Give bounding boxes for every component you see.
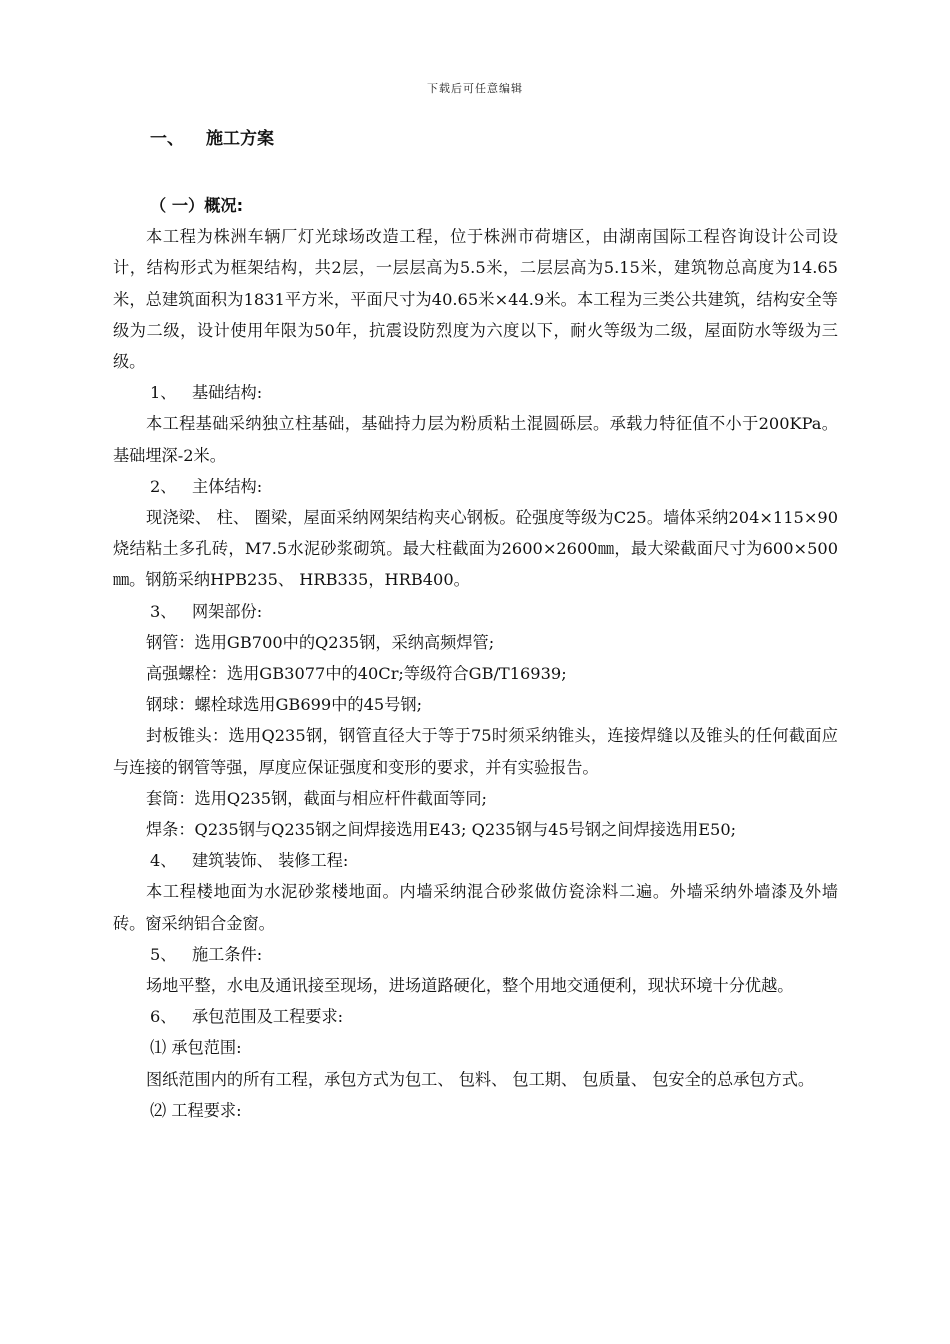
paragraph-bolt: 高强螺栓：选用GB3077中的40Cr;等级符合GB/T16939;: [146, 664, 567, 684]
item-number: 6、: [150, 1007, 177, 1027]
subsection-heading: （ 一）概况:: [150, 196, 244, 215]
paragraph-ball: 钢球：螺栓球选用GB699中的45号钢;: [146, 695, 423, 715]
paragraph-scope: 图纸范围内的所有工程，承包方式为包工、 包料、 包工期、 包质量、 包安全的总承包方式。: [146, 1069, 815, 1089]
paragraph-sleeve: 套筒：选用Q235钢，截面与相应杆件截面等同;: [146, 788, 487, 808]
item-label: 建筑装饰、 装修工程:: [192, 851, 349, 871]
section-title-text: 施工方案: [206, 129, 274, 149]
item-label: 主体结构:: [192, 476, 263, 496]
item-label: 施工条件:: [192, 944, 263, 964]
paragraph-main-structure: 现浇梁、 柱、 圈梁，屋面采纳网架结构夹心钢板。砼强度等级为C25。墙体采纳204×115×90烧结粘土多孔砖，M7.5水泥砂浆砌筑。最大柱截面为2600×2600㎜，最大梁截面尺寸为600×500㎜。钢筋采纳HPB235、 HRB335，HRB400。: [113, 508, 838, 590]
section-number: 一、: [150, 129, 184, 149]
paragraph-decoration: 本工程楼地面为水泥砂浆楼地面。内墙采纳混合砂浆做仿瓷涂料二遍。外墙采纳外墙漆及外墙砖。窗采纳铝合金窗。: [113, 882, 838, 933]
item-conditions: [113, 939, 838, 970]
paragraph-steel-pipe: 钢管：选用GB700中的Q235钢，采纳高频焊管;: [146, 632, 495, 652]
section-title: [150, 124, 274, 149]
paragraph-conditions: 场地平整，水电及通讯接至现场，进场道路硬化，整个用地交通便利，现状环境十分优越。: [146, 976, 794, 996]
item-number: 2、: [150, 476, 177, 496]
item-foundation: [113, 377, 838, 408]
document-body: [113, 190, 838, 1126]
paragraph-welding: 焊条：Q235钢与Q235钢之间焊接选用E43; Q235钢与45号钢之间焊接选用E50;: [146, 820, 737, 840]
item-number: 1、: [150, 383, 177, 403]
item-number: 5、: [150, 944, 177, 964]
subitem-requirements: ⑵ 工程要求:: [150, 1100, 242, 1120]
item-main-structure: [113, 471, 838, 502]
item-scope-requirements: [113, 1001, 838, 1032]
header-note: 下载后可任意编辑: [427, 82, 523, 95]
item-number: 4、: [150, 851, 177, 871]
subitem-scope: ⑴ 承包范围:: [150, 1038, 242, 1058]
paragraph-cone: 封板锥头：选用Q235钢，钢管直径大于等于75时须采纳锥头，连接焊缝以及锥头的任何截面应与连接的钢管等强，厚度应保证强度和变形的要求，并有实验报告。: [113, 726, 838, 777]
item-label: 网架部份:: [192, 601, 263, 621]
item-label: 基础结构:: [192, 383, 263, 403]
paragraph-foundation: 本工程基础采纳独立柱基础，基础持力层为粉质粘土混圆砾层。承载力特征值不小于200KPa。基础埋深-2米。: [113, 414, 838, 465]
item-space-frame: [113, 596, 838, 627]
item-label: 承包范围及工程要求:: [192, 1007, 344, 1027]
item-number: 3、: [150, 601, 177, 621]
paragraph-overview: 本工程为株洲车辆厂灯光球场改造工程，位于株洲市荷塘区，由湖南国际工程咨询设计公司设计，结构形式为框架结构，共2层，一层层高为5.5米，二层层高为5.15米，建筑物总高度为14.65米，总建筑面积为1831平方米，平面尺寸为40.65米×44.9米。本工程为三类公共建筑，结构安全等级为二级，设计使用年限为50年，抗震设防烈度为六度以下，耐火等级为二级，屋面防水等级为三级。: [113, 227, 838, 372]
item-decoration: [113, 845, 838, 876]
